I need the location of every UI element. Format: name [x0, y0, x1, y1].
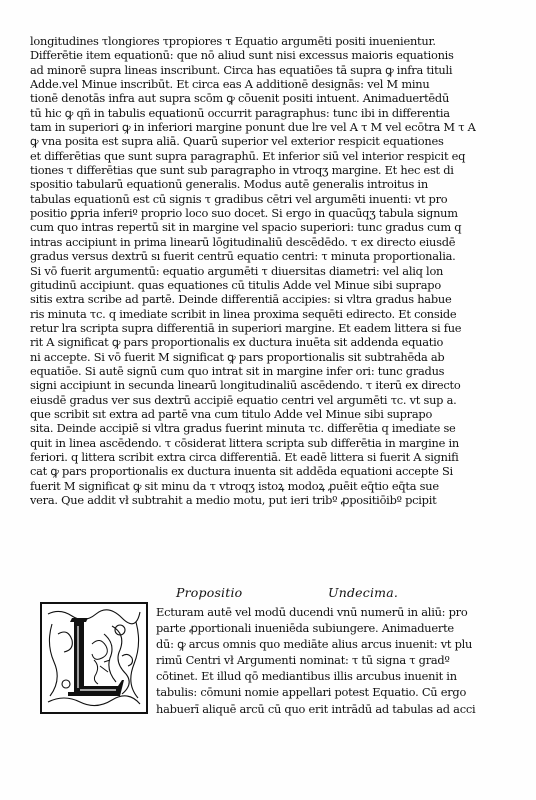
text-line: cōtinet. Et illud qō mediantibus illis arcubus inuenit in — [156, 669, 457, 684]
text-line: tionē denotās infra aut supra scōm ꝙ cōuenit positi intuent. Animaduertēdū — [30, 91, 450, 106]
text-line: quit in linea ascēdendo. τ cōsiderat littera scripta sub differētia in margine in — [30, 435, 459, 450]
text-line: tiones τ differētias que sunt sub paragrapho in vtroqʒ margine. Et hec est di — [30, 163, 454, 178]
text-line: fuerit M significat ꝙ sit minu da τ vtroqʒ istoꝝ modoꝝ ꝓuēit eq̄tio eq̄ta sue — [30, 478, 439, 493]
text-line: cat ꝙ pars proportionalis ex ductura inuenta sit addēda equationi accepte Si — [30, 464, 453, 479]
text-line: dū: ꝙ arcus omnis quo mediāte alius arcus inuenit: vt plu — [156, 637, 473, 652]
main-text-block — [30, 34, 518, 507]
decorated-initial-L-icon — [40, 602, 148, 714]
text-line: longitudines τlongiores τpropiores τ Equatio argumēti positi inuenientur. — [30, 34, 436, 48]
text-line: Adde.vel Minue inscribūt. Et circa eas A additionē designās: vel M minu — [30, 77, 430, 92]
text-line: Differētie item equationū: que nō aliud sunt nisi excessus maioris equationis — [30, 48, 454, 63]
text-line: feriori. q littera scribit extra circa differentiā. Et eadē littera si fuerit A signifi — [30, 449, 459, 464]
text-line: eiusdē gradus ver sus dextrū accipiē equatio centri vel argumēti τc. vt sup a. — [30, 392, 457, 407]
text-line: tū hic ꝙ qñ in tabulis equationū occurrit paragraphus: tunc ibi in differentia — [30, 105, 450, 120]
text-line: sitis extra scribe ad partē. Deinde differentiā accipies: si vltra gradus habue — [30, 292, 452, 307]
text-line: intras accipiunt in prima linearū lōgitudinaliū descēdēdo. τ ex directo eiusdē — [30, 234, 456, 249]
text-line: rimū Centri vł Argumenti nominat: τ tū signa τ gradº — [156, 653, 450, 668]
text-line: parte ꝓportionali inueniēda subiungere. Animaduerte — [156, 621, 454, 636]
text-line: tabulas equationū est cū signis τ gradibus cētri vel argumēti inuenti: vt pro — [30, 191, 448, 206]
proposition-number: Undecima. — [328, 585, 399, 600]
text-line: sita. Deinde accipiē si vltra gradus fuerint minuta τc. differētia q imediate se — [30, 421, 456, 436]
text-line: equatiōe. Si autē signū cum quo intrat sit in margine infer ori: tunc gradus — [30, 363, 445, 378]
proposition-text-block — [156, 604, 518, 717]
text-line: positio ꝑpria inferiº proprio loco suo docet. Si ergo in quacūqʒ tabula signum — [30, 206, 458, 221]
text-line: ad minorē supra lineas inscribunt. Circa has equatiōes tā supra ꝙ infra tituli — [30, 62, 453, 77]
text-line: retur lra scripta supra differentiā in superiori margine. Et eadem littera si fue — [30, 320, 462, 335]
text-line: spositio tabularū equationū generalis. Modus autē generalis introitus in — [30, 177, 428, 192]
text-line: tam in superiori ꝙ in inferiori margine ponunt due lre vel A τ M vel ecōtra M τ A — [30, 120, 476, 135]
text-line: gradus versus dextrū sı fuerit centrū equatio centri: τ minuta proportionalia. — [30, 249, 456, 264]
text-line: cum quo intras repertū sit in margine vel spacio superiori: tunc gradus cum q — [30, 220, 462, 235]
text-line: que scribit sıt extra ad partē vna cum titulo Adde vel Minue sibi suprapo — [30, 406, 433, 421]
text-line: ni accepte. Si vō fuerit M significat ꝙ pars proportionalis sit subtrahēda ab — [30, 349, 445, 364]
text-line: et differētias que sunt supra paragraphū. Et inferior siū vel interior respicit eq — [30, 148, 466, 163]
text-line: ris minuta τc. q imediate scribit in linea proxima sequēti edirecto. Et conside — [30, 306, 457, 321]
proposition-heading: Propositio — [176, 585, 243, 600]
text-line: rit A significat ꝙ pars proportionalis ex ductura inuēta sit addenda equatio — [30, 335, 444, 350]
text-line: vera. Que addit vł subtrahit a medio motu, put ieri tribº ꝓpositiōibº pcipit — [30, 493, 437, 507]
text-line: habuerī aliquē arcū cū quo erit intrādū ad tabulas ad acci — [156, 701, 476, 716]
text-line: Si vō fuerit argumentū: equatio argumēti τ diuersitas diametri: vel aliq lon — [30, 263, 444, 278]
text-line: signi accipiunt in secunda linearū longitudinaliū ascēdendo. τ iterū ex directo — [30, 378, 461, 393]
text-line: ꝙ vna posita est supra aliā. Quarū superior vel exterior respicit equationes — [30, 134, 444, 149]
text-line: tabulis: cōmuni nomie appellari potest Equatio. Cū ergo — [156, 685, 467, 700]
text-line: gitudinū accipiunt. quas equationes cū titulis Adde vel Minue sibi suprapo — [30, 277, 441, 292]
text-line: Ecturam autē vel modū ducendi vnū numerū in aliū: pro — [156, 605, 468, 619]
